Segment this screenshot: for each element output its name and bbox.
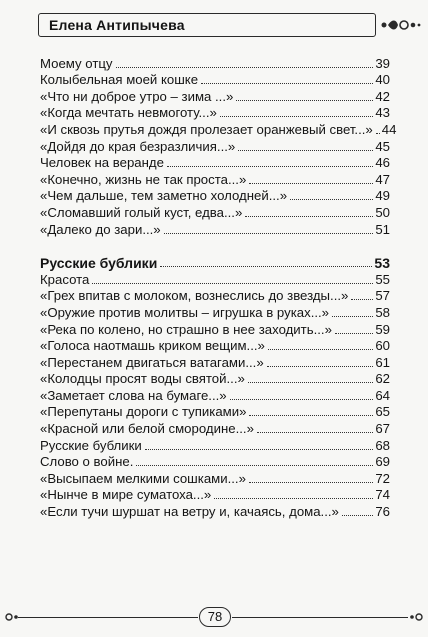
toc-row[interactable] <box>40 138 390 155</box>
toc-entry-page: 58 <box>375 304 390 320</box>
dot-leader <box>249 482 373 483</box>
dot-leader <box>116 67 374 68</box>
toc-entry-title: «Если тучи шуршат на ветру и, качаясь, дома...» <box>40 504 339 520</box>
toc-entry-page: 55 <box>375 271 390 287</box>
toc-entry-page: 67 <box>375 421 390 437</box>
dot-leader <box>249 415 373 416</box>
toc-row[interactable] <box>40 204 390 221</box>
toc-row[interactable] <box>40 288 390 305</box>
ornament-icon <box>378 17 422 33</box>
author-name: Елена Антипычева <box>49 17 185 33</box>
toc-section-row[interactable] <box>40 255 390 272</box>
toc-row[interactable] <box>40 155 390 172</box>
dot-leader <box>164 233 374 234</box>
toc-entry-title: Человек на веранде <box>40 155 164 171</box>
dot-leader <box>267 366 374 367</box>
toc-entry-page: 40 <box>375 72 390 88</box>
toc-entry-title: «Сломавший голый куст, едва...» <box>40 204 243 220</box>
dot-leader <box>342 515 373 516</box>
toc-row[interactable] <box>40 470 390 487</box>
toc-entry-page: 74 <box>375 487 390 503</box>
dot-leader <box>220 116 373 117</box>
toc-row[interactable] <box>40 55 390 72</box>
toc-entry-page: 50 <box>375 204 390 220</box>
toc-row[interactable] <box>40 404 390 421</box>
toc-row[interactable] <box>40 387 390 404</box>
dot-leader <box>245 216 373 217</box>
page-number: 78 <box>199 607 231 627</box>
toc-entry-title: Русские бублики <box>40 437 142 453</box>
dot-leader <box>167 166 373 167</box>
toc-entry-title: Слово о войне. <box>40 454 134 470</box>
toc-entry-title: «Перепутаны дороги с тупиками» <box>40 404 247 420</box>
toc-entry-title: «Чем дальше, тем заметно холодней...» <box>40 188 288 204</box>
toc-entry-page: 69 <box>375 454 390 470</box>
toc-row[interactable] <box>40 304 390 321</box>
dot-leader <box>249 183 373 184</box>
dot-leader <box>92 283 373 284</box>
toc-entry-title: «Что ни доброе утро – зима ...» <box>40 88 234 104</box>
toc-row[interactable] <box>40 72 390 89</box>
toc-entry-page: 49 <box>375 188 390 204</box>
toc-entry-title: «Перестанем двигаться ватагами...» <box>40 354 264 370</box>
toc-entry-title: «Заметает слова на бумаге...» <box>40 387 227 403</box>
toc-entry-title: «Грех впитав с молоком, вознеслись до звезды...» <box>40 288 349 304</box>
toc-row[interactable] <box>40 105 390 122</box>
dot-leader <box>335 333 373 334</box>
dot-leader <box>257 432 373 433</box>
footer-rule-left <box>18 617 198 618</box>
toc-row[interactable] <box>40 188 390 205</box>
toc-entry-title: «Дойдя до края безразличия...» <box>40 138 236 154</box>
toc-row[interactable] <box>40 420 390 437</box>
toc-entry-page: 47 <box>375 171 390 187</box>
dot-leader <box>236 100 373 101</box>
toc-entry-title: «Оружие против молитвы – игрушка в руках...» <box>40 304 330 320</box>
toc-entry-page: 43 <box>375 105 390 121</box>
toc-entry-page: 44 <box>381 121 397 137</box>
toc-entry-title: «Конечно, жизнь не так проста...» <box>40 171 247 187</box>
toc-entry-title: Моему отцу <box>40 55 113 71</box>
toc-entry-title: «Колодцы просят воды святой...» <box>40 371 245 387</box>
author-frame <box>38 13 376 37</box>
toc-entry-page: 62 <box>375 371 390 387</box>
dot-leader <box>376 133 380 134</box>
toc-entry-page: 65 <box>375 404 390 420</box>
toc-entry-title: «И сквозь прутья дождя пролезает оранжевый свет...» <box>40 121 373 137</box>
toc-row[interactable] <box>40 487 390 504</box>
toc-entry-page: 39 <box>375 55 390 71</box>
footer-ornament-left-icon <box>4 609 20 625</box>
dot-leader <box>230 399 374 400</box>
toc-entry-title: «Высыпаем мелкими сошками...» <box>40 470 246 486</box>
toc-entry-page: 60 <box>375 338 390 354</box>
dot-leader <box>248 382 373 383</box>
dot-leader <box>351 299 373 300</box>
toc-entry-page: 51 <box>375 221 390 237</box>
toc-row[interactable] <box>40 221 390 238</box>
toc-section-page: 53 <box>374 255 390 272</box>
page-header <box>0 13 428 39</box>
toc-entry-page: 45 <box>375 138 390 154</box>
footer-rule-right <box>232 617 408 618</box>
toc-row[interactable] <box>40 354 390 371</box>
toc-entry-page: 57 <box>375 288 390 304</box>
toc-row[interactable] <box>40 121 397 138</box>
toc-row[interactable] <box>40 338 390 355</box>
toc-entry-page: 72 <box>375 470 390 486</box>
toc-entry-title: «Когда мечтать невмоготу...» <box>40 105 217 121</box>
toc-entry-page: 42 <box>375 88 390 104</box>
toc-entry-page: 76 <box>375 504 390 520</box>
toc-entry-title: «Нынче в мире суматоха...» <box>40 487 212 503</box>
dot-leader <box>160 266 372 267</box>
toc-row[interactable] <box>40 503 390 520</box>
toc-entry-title: «Красной или белой смородине...» <box>40 421 254 437</box>
toc-row[interactable] <box>40 437 390 454</box>
toc-row[interactable] <box>40 371 390 388</box>
toc-entry-title: «Голоса наотмашь криком вещим...» <box>40 338 265 354</box>
toc-row[interactable] <box>40 321 390 338</box>
toc-entry-page: 61 <box>375 354 390 370</box>
toc-entry-title: «Река по колено, но страшно в нее заходить...» <box>40 321 332 337</box>
dot-leader <box>290 199 373 200</box>
dot-leader <box>214 498 373 499</box>
toc-row[interactable] <box>40 454 390 471</box>
toc-row[interactable] <box>40 271 390 288</box>
dot-leader <box>201 83 373 84</box>
footer-ornament-right-icon <box>408 609 424 625</box>
toc-entry-page: 64 <box>375 387 390 403</box>
toc-section-title: Русские бублики <box>40 255 158 272</box>
toc-entry-page: 46 <box>375 155 390 171</box>
dot-leader <box>238 150 373 151</box>
toc-entry-page: 59 <box>375 321 390 337</box>
toc-row[interactable] <box>40 171 390 188</box>
toc-entry-page: 68 <box>375 437 390 453</box>
toc-entry-title: Колыбельная моей кошке <box>40 72 199 88</box>
toc-row[interactable] <box>40 88 390 105</box>
dot-leader <box>268 349 373 350</box>
dot-leader <box>145 449 374 450</box>
table-of-contents <box>40 55 397 520</box>
toc-entry-title: «Далеко до зари...» <box>40 221 161 237</box>
toc-entry-title: Красота <box>40 271 90 287</box>
dot-leader <box>136 465 373 466</box>
page-footer <box>0 607 428 631</box>
dot-leader <box>332 316 373 317</box>
